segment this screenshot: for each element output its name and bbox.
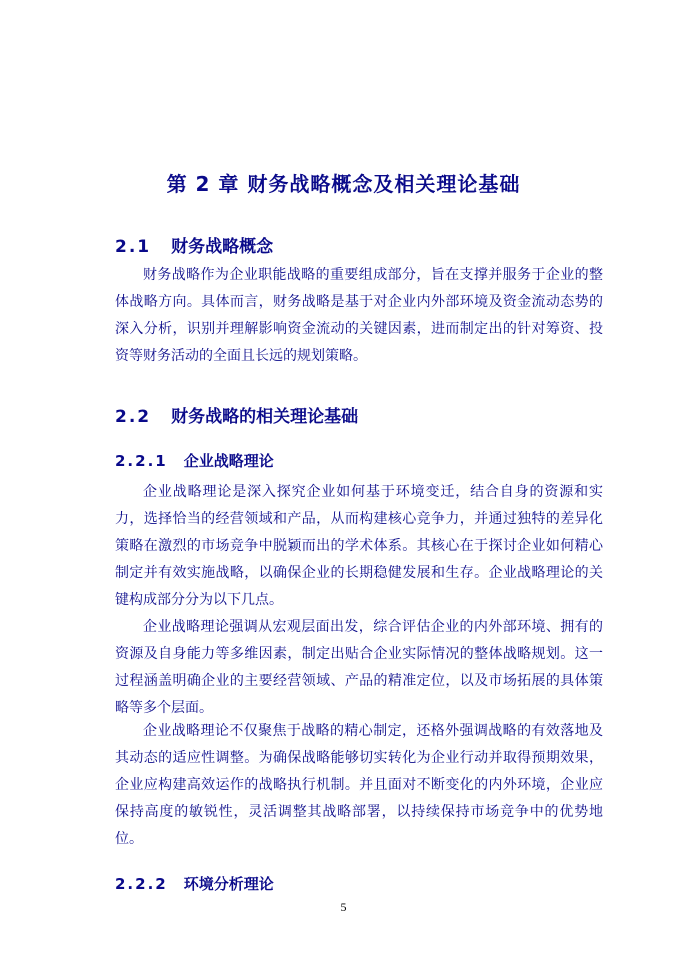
section-title: 财务战略的相关理论基础 bbox=[171, 407, 359, 427]
section-number: 2.1 bbox=[115, 237, 152, 257]
subsection-title: 环境分析理论 bbox=[183, 875, 274, 893]
subsection-heading-2-2-2 bbox=[115, 873, 274, 894]
page-number: 5 bbox=[340, 900, 347, 914]
subsection-title: 企业战略理论 bbox=[183, 452, 274, 470]
paragraph-2-2-1-a: 企业战略理论是深入探究企业如何基于环境变迁，结合自身的资源和实力，选择恰当的经营领域和产品，从而构建核心竞争力，并通过独特的差异化策略在激烈的市场竞争中脱颖而出的学术体系。其核心在于探讨企业如何精心制定并有效实施战略，以确保企业的长期稳健发展和生存。企业战略理论的关键构成部分分为以下几点。 bbox=[115, 484, 603, 608]
paragraph-2-2-1-b: 企业战略理论强调从宏观层面出发，综合评估企业的内外部环境、拥有的资源及自身能力等多维因素，制定出贴合企业实际情况的整体战略规划。这一过程涵盖明确企业的主要经营领域、产品的精准定位，以及市场拓展的具体策略等多个层面。 bbox=[115, 619, 603, 716]
chapter-title: 第 2 章 财务战略概念及相关理论基础 bbox=[166, 172, 521, 196]
subsection-number: 2.2.1 bbox=[115, 452, 168, 470]
section-title: 财务战略概念 bbox=[171, 237, 274, 257]
section-heading-2-1 bbox=[115, 232, 273, 257]
paragraph-2-2-1-c: 企业战略理论不仅聚焦于战略的精心制定，还格外强调战略的有效落地及其动态的适应性调整。为确保战略能够切实转化为企业行动并取得预期效果，企业应构建高效运作的战略执行机制。并且面对不断变化的内外环境，企业应保持高度的敏锐性，灵活调整其战略部署，以持续保持市场竞争中的优势地位。 bbox=[115, 723, 603, 847]
subsection-number: 2.2.2 bbox=[115, 875, 168, 893]
paragraph-2-1: 财务战略作为企业职能战略的重要组成部分，旨在支撑并服务于企业的整体战略方向。具体而言，财务战略是基于对企业内外部环境及资金流动态势的深入分析，识别并理解影响资金流动的关键因素，进而制定出的针对筹资、投资等财务活动的全面且长远的规划策略。 bbox=[115, 267, 603, 364]
section-heading-2-2 bbox=[115, 402, 358, 427]
section-number: 2.2 bbox=[115, 407, 152, 427]
subsection-heading-2-2-1 bbox=[115, 450, 274, 471]
